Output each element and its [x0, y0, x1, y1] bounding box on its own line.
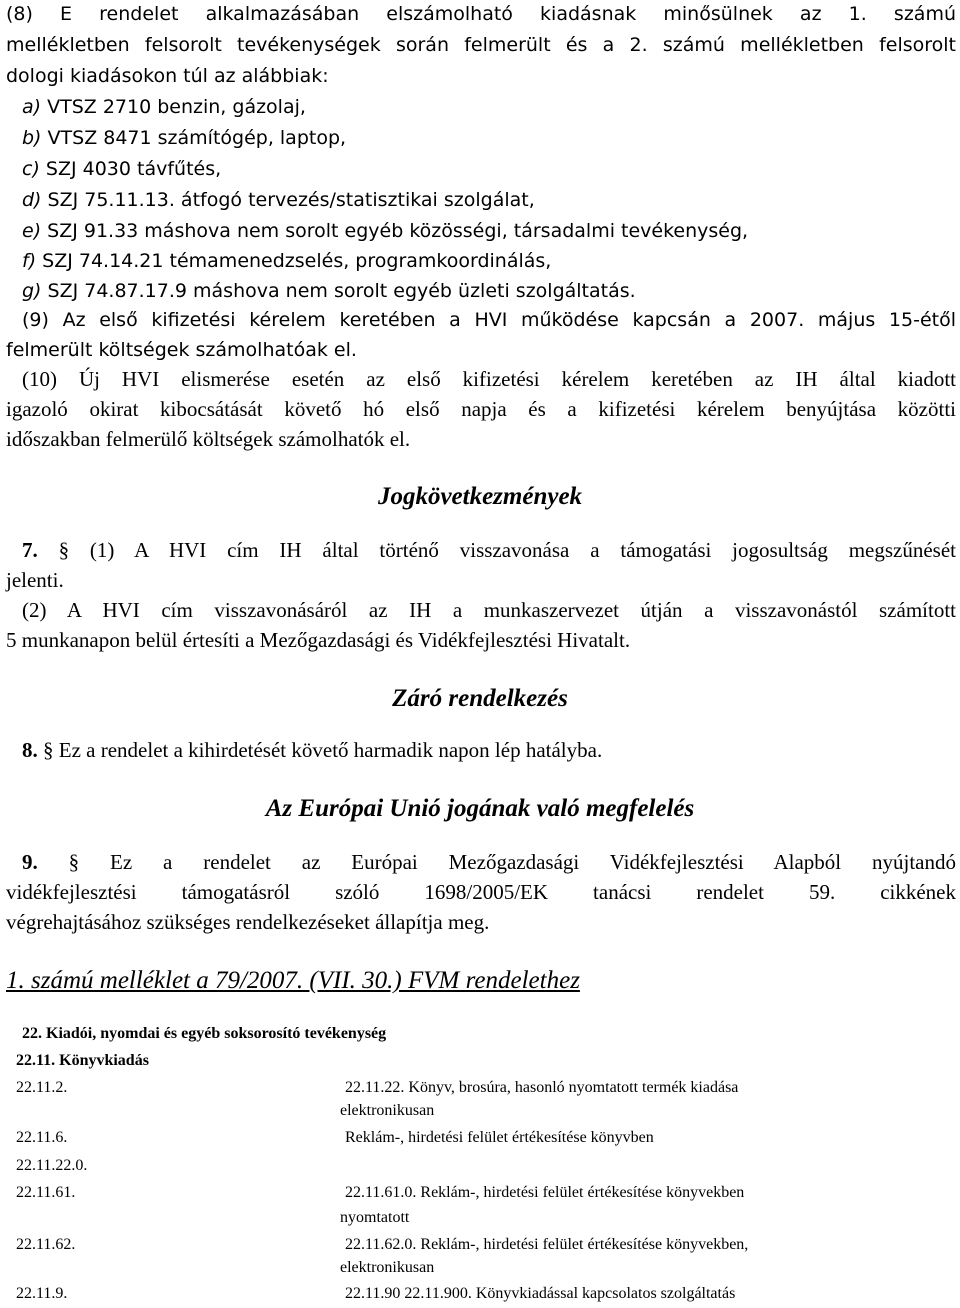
section-number: 9. — [22, 850, 38, 874]
row-code: 22.11.22.0. — [16, 1157, 88, 1174]
item-text: SZJ 74.87.17.9 máshova nem sorolt egyéb üzleti szolgáltatás. — [41, 280, 636, 302]
row-code: 22.11.61. — [16, 1184, 76, 1201]
item-text: VTSZ 8471 számítógép, laptop, — [41, 127, 347, 149]
item-marker: d) — [22, 189, 42, 211]
section-9-line2: vidékfejlesztési támogatásról szóló 1698/2005/EK tanácsi rendelet 59. cikkének — [6, 880, 956, 904]
item-text: SZJ 4030 távfűtés, — [39, 158, 222, 180]
row-code: 22.11.62. — [16, 1236, 76, 1253]
para10-line3: időszakban felmerülő költségek számolhatók el. — [6, 427, 411, 451]
section-7-line1 — [22, 540, 956, 561]
paragraph-sign: § — [43, 738, 54, 762]
section-7-p2-line1: (2) A HVI cím visszavonásáról az IH a munkaszervezet útján a visszavonástól számított — [22, 598, 956, 622]
paragraph-sign: § — [58, 538, 70, 562]
para8-line3: dologi kiadásokon túl az alábbiak: — [6, 65, 329, 87]
section-number: 7. — [22, 538, 38, 562]
item-marker: g) — [22, 280, 42, 302]
paragraph-sign: § — [68, 850, 80, 874]
row-description: Reklám-, hirdetési felület értékesítése könyvben — [345, 1129, 654, 1146]
para8-line2: mellékletben felsorolt tevékenységek során felmerült és a 2. számú mellékletben felsorolt — [6, 34, 956, 56]
section-8-text: Ez a rendelet a kihirdetését követő harmadik napon lép hatályba. — [53, 738, 603, 762]
item-text: SZJ 74.14.21 témamenedzselés, programkoordinálás, — [36, 250, 552, 272]
para10-line1: (10) Új HVI elismerése esetén az első kifizetési kérelem keretében az IH által kiadott — [22, 367, 956, 391]
section-9-line3: végrehajtásához szükséges rendelkezéseket állapítja meg. — [6, 910, 490, 934]
list-item-e — [22, 222, 748, 241]
para8-line1: (8) E rendelet alkalmazásában elszámolható kiadásnak minősülnek az 1. számú — [6, 3, 956, 25]
para10-line2: igazoló okirat kibocsátását követő hó első napja és a kifizetési kérelem benyújtása közötti — [6, 397, 956, 421]
list-item-a — [22, 98, 306, 117]
item-text: VTSZ 2710 benzin, gázolaj, — [41, 96, 306, 118]
section-heading-eu: Az Európai Unió jogának való megfelelés — [265, 795, 695, 822]
section-number: 8. — [22, 738, 38, 762]
list-item-c — [22, 160, 221, 179]
row-description-cont: nyomtatott — [340, 1209, 410, 1226]
annex-title: 1. számú melléklet a 79/2007. (VII. 30.) FVM rendelethez — [6, 967, 580, 994]
item-text: SZJ 75.11.13. átfogó tervezés/statisztikai szolgálat, — [41, 189, 535, 211]
row-code: 22.11.9. — [16, 1285, 68, 1302]
row-code: 22.11.6. — [16, 1129, 68, 1146]
row-description: 22.11.22. Könyv, brosúra, hasonló nyomtatott termék kiadása — [345, 1079, 739, 1096]
section-heading-zaro-rendelkezes: Záró rendelkezés — [392, 685, 568, 712]
item-marker: c) — [22, 158, 40, 180]
row-description: 22.11.90 22.11.900. Könyvkiadással kapcsolatos szolgáltatás — [345, 1285, 736, 1302]
row-description-cont: elektronikusan — [340, 1259, 435, 1276]
row-description: 22.11.61.0. Reklám-, hirdetési felület értékesítése könyvekben — [345, 1184, 745, 1201]
list-item-f — [22, 252, 551, 271]
list-item-b — [22, 129, 346, 148]
para9-line1: (9) Az első kifizetési kérelem keretében a HVI működése kapcsán a 2007. május 15-étől — [22, 309, 956, 331]
item-marker: a) — [22, 96, 42, 118]
annex-subgroup-heading: 22.11. Könyvkiadás — [16, 1052, 149, 1069]
section-7-p2-line2: 5 munkanapon belül értesíti a Mezőgazdasági és Vidékfejlesztési Hivatalt. — [6, 628, 631, 652]
row-description: 22.11.62.0. Reklám-, hirdetési felület értékesítése könyvekben, — [345, 1236, 749, 1253]
annex-group-heading: 22. Kiadói, nyomdai és egyéb soksorosító tevékenység — [22, 1025, 387, 1042]
section-heading-jogkovetkezmenyek: Jogkövetkezmények — [377, 483, 583, 510]
section-9-text: Ez a rendelet az Európai Mezőgazdasági Vidékfejlesztési Alapból nyújtandó — [79, 850, 956, 874]
para9-line2: felmerült költségek számolhatóak el. — [6, 339, 357, 361]
item-marker: f) — [22, 250, 37, 272]
section-7-line2: jelenti. — [6, 568, 64, 592]
row-description-cont: elektronikusan — [340, 1102, 435, 1119]
section-9-line1 — [22, 852, 956, 873]
section-7-text: (1) A HVI cím IH által történő visszavonása a támogatási jogosultság megszűnését — [69, 538, 956, 562]
section-8-line — [22, 740, 602, 761]
item-marker: b) — [22, 127, 42, 149]
item-text: SZJ 91.33 máshova nem sorolt egyéb közösségi, társadalmi tevékenység, — [41, 220, 749, 242]
item-marker: e) — [22, 220, 42, 242]
list-item-g — [22, 282, 636, 301]
list-item-d — [22, 191, 535, 210]
row-code: 22.11.2. — [16, 1079, 68, 1096]
